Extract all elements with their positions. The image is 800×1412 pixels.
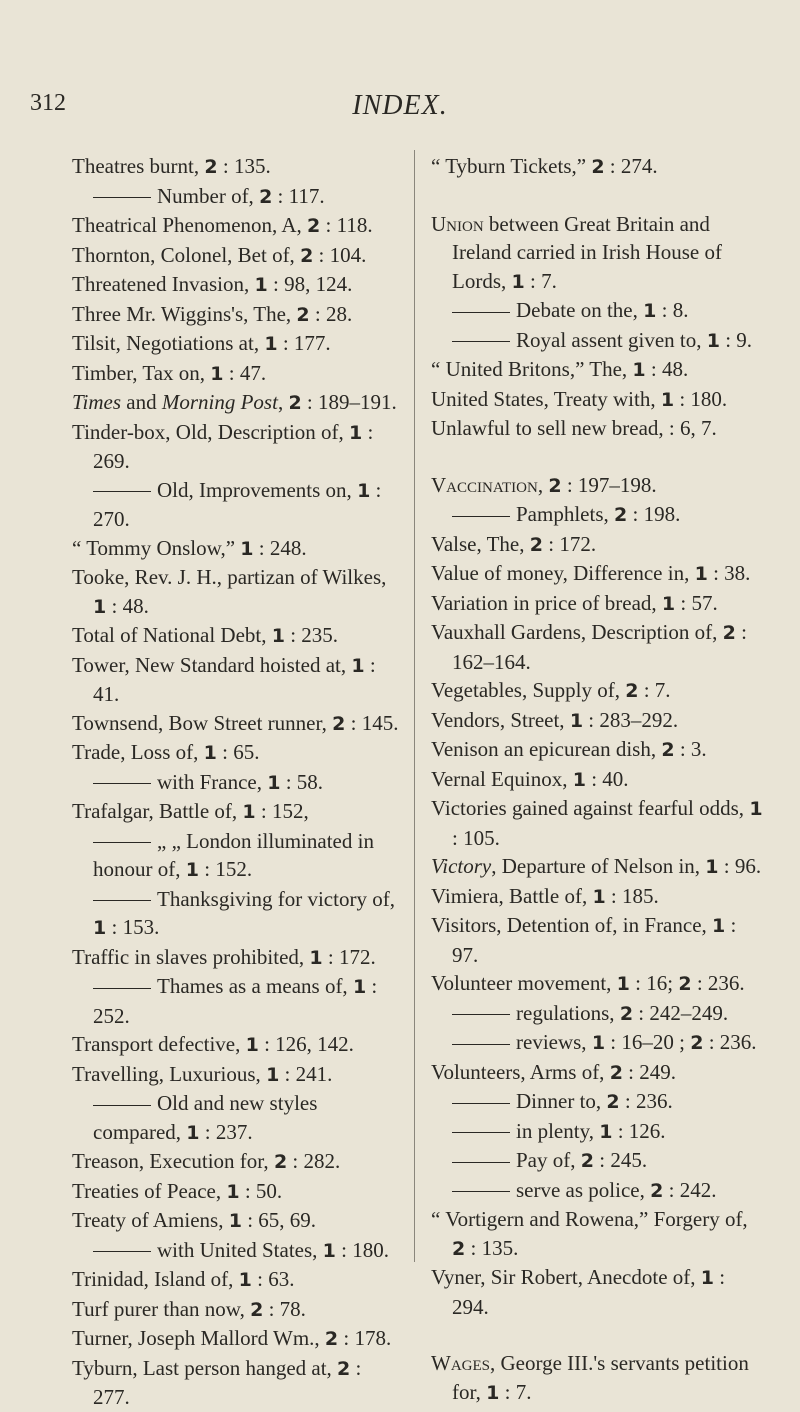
index-entry: in plenty, 1 : 126. bbox=[431, 1117, 765, 1147]
repeat-dash bbox=[93, 900, 151, 901]
index-entry: Trafalgar, Battle of, 1 : 152, bbox=[72, 799, 309, 823]
index-entry: Tower, New Standard hoisted at, 1 : 41. bbox=[72, 652, 376, 706]
index-entry: Turner, Joseph Mallord Wm., 2 : 178. bbox=[72, 1326, 392, 1350]
repeat-dash bbox=[452, 341, 510, 342]
column-divider bbox=[414, 150, 415, 1262]
index-entry: “ Vortigern and Rowena,” Forgery of, 2 : 135. bbox=[431, 1207, 748, 1260]
index-entry: „ „ London illuminated in honour of, 1 : 152. bbox=[93, 828, 374, 881]
repeat-dash bbox=[452, 312, 510, 313]
right-index-column bbox=[431, 152, 765, 1407]
index-entry: Variation in price of bread, 1 : 57. bbox=[431, 590, 718, 615]
index-entry: Traffic in slaves prohibited, 1 : 172. bbox=[72, 944, 376, 969]
repeat-dash bbox=[452, 516, 510, 517]
index-entry: Treaty of Amiens, 1 : 65, 69. bbox=[72, 1208, 317, 1232]
index-entry: Thanksgiving for victory of, 1 : 153. bbox=[93, 886, 395, 939]
index-entry: reviews, 1 : 16–20 ; 2 : 236. bbox=[431, 1028, 765, 1058]
repeat-dash bbox=[93, 988, 151, 989]
index-entry: Tilsit, Negotiations at, 1 : 177. bbox=[72, 331, 331, 355]
repeat-dash bbox=[452, 1103, 510, 1104]
index-entry: Victories gained against fearful odds, 1 : 105. bbox=[431, 796, 763, 850]
index-entry: Threatened Invasion, 1 : 98, 124. bbox=[72, 272, 353, 296]
repeat-dash bbox=[93, 783, 151, 784]
index-entry: Vimiera, Battle of, 1 : 185. bbox=[431, 883, 659, 908]
index-entry: Vendors, Street, 1 : 283–292. bbox=[431, 707, 679, 732]
index-entry: Volunteers, Arms of, 2 : 249. bbox=[431, 1059, 677, 1084]
index-entry: Venison an epicurean dish, 2 : 3. bbox=[431, 737, 707, 761]
index-entry: Vaccination, 2 : 197–198. bbox=[431, 472, 657, 497]
running-title: INDEX. bbox=[352, 90, 448, 121]
repeat-dash bbox=[452, 1162, 510, 1163]
left-index-column bbox=[72, 152, 400, 1412]
index-entry: Thames as a means of, 1 : 252. bbox=[93, 974, 378, 1028]
index-entry: Thornton, Colonel, Bet of, 2 : 104. bbox=[72, 242, 367, 267]
index-entry: regulations, 2 : 242–249. bbox=[431, 999, 765, 1029]
index-entry: Visitors, Detention of, in France, 1 : 97. bbox=[431, 913, 737, 967]
index-entry: Pamphlets, 2 : 198. bbox=[431, 500, 765, 530]
index-entry: with United States, 1 : 180. bbox=[72, 1236, 400, 1266]
index-entry: Three Mr. Wiggins's, The, 2 : 28. bbox=[72, 301, 353, 326]
repeat-dash bbox=[93, 197, 151, 198]
index-entry: Royal assent given to, 1 : 9. bbox=[431, 326, 765, 356]
index-entry: Victory, Departure of Nelson in, 1 : 96. bbox=[431, 854, 762, 878]
index-entry: Tinder-box, Old, Description of, 1 : 269. bbox=[72, 419, 374, 473]
index-entry: Trinidad, Island of, 1 : 63. bbox=[72, 1267, 295, 1291]
repeat-dash bbox=[93, 1105, 151, 1106]
repeat-dash bbox=[452, 1044, 510, 1045]
index-entry: Transport defective, 1 : 126, 142. bbox=[72, 1032, 354, 1056]
index-entry: Turf purer than now, 2 : 78. bbox=[72, 1296, 306, 1321]
index-entry: Treaties of Peace, 1 : 50. bbox=[72, 1178, 283, 1203]
index-entry: Tyburn, Last person hanged at, 2 : 277. bbox=[72, 1355, 362, 1409]
repeat-dash bbox=[452, 1014, 510, 1015]
index-entry: Union between Great Britain and Ireland carried in Irish House of Lords, 1 : 7. bbox=[431, 211, 722, 293]
index-entry: Vyner, Sir Robert, Anecdote of, 1 : 294. bbox=[431, 1265, 726, 1319]
index-entry: Volunteer movement, 1 : 16; 2 : 236. bbox=[431, 971, 745, 995]
index-entry: Treason, Execution for, 2 : 282. bbox=[72, 1149, 341, 1173]
index-entry: serve as police, 2 : 242. bbox=[431, 1176, 765, 1206]
index-entry: Theatrical Phenomenon, A, 2 : 118. bbox=[72, 213, 373, 237]
index-entry: Times and Morning Post, 2 : 189–191. bbox=[72, 390, 397, 414]
index-entry: “ United Britons,” The, 1 : 48. bbox=[431, 357, 689, 381]
index-entry: “ Tommy Onslow,” 1 : 248. bbox=[72, 535, 307, 560]
index-entry: Theatres burnt, 2 : 135. bbox=[72, 154, 271, 178]
index-entry: Vernal Equinox, 1 : 40. bbox=[431, 766, 629, 791]
page-number: 312 bbox=[30, 90, 66, 116]
index-entry: Vauxhall Gardens, Description of, 2 : 162–164. bbox=[431, 620, 747, 674]
index-entry: Total of National Debt, 1 : 235. bbox=[72, 623, 339, 647]
index-entry: Trade, Loss of, 1 : 65. bbox=[72, 740, 260, 764]
repeat-dash bbox=[452, 1191, 510, 1192]
index-entry: Unlawful to sell new bread, : 6, 7. bbox=[431, 416, 717, 440]
repeat-dash bbox=[93, 842, 151, 843]
index-entry: Dinner to, 2 : 236. bbox=[431, 1087, 765, 1117]
index-entry: Wages, George III.'s servants petition for, 1 : 7. bbox=[431, 1351, 749, 1404]
page-header bbox=[0, 90, 800, 130]
index-entry: Old, Improvements on, 1 : 270. bbox=[93, 477, 382, 531]
index-entry: with France, 1 : 58. bbox=[72, 768, 400, 798]
index-entry: Tooke, Rev. J. H., partizan of Wilkes, 1 : 48. bbox=[72, 565, 387, 618]
index-entry: Value of money, Difference in, 1 : 38. bbox=[431, 561, 751, 585]
index-entry: Pay of, 2 : 245. bbox=[431, 1146, 765, 1176]
index-entry: Number of, 2 : 117. bbox=[72, 182, 400, 212]
index-entry: Valse, The, 2 : 172. bbox=[431, 531, 597, 556]
index-entry: Old and new styles compared, 1 : 237. bbox=[93, 1091, 318, 1144]
index-entry: United States, Treaty with, 1 : 180. bbox=[431, 386, 728, 411]
repeat-dash bbox=[93, 1251, 151, 1252]
index-entry: Travelling, Luxurious, 1 : 241. bbox=[72, 1061, 333, 1086]
index-entry: Debate on the, 1 : 8. bbox=[431, 296, 765, 326]
index-entry: Townsend, Bow Street runner, 2 : 145. bbox=[72, 710, 399, 735]
repeat-dash bbox=[452, 1132, 510, 1133]
index-entry: Vegetables, Supply of, 2 : 7. bbox=[431, 678, 671, 702]
repeat-dash bbox=[93, 491, 151, 492]
index-entry: Timber, Tax on, 1 : 47. bbox=[72, 360, 267, 385]
index-entry: “ Tyburn Tickets,” 2 : 274. bbox=[431, 154, 658, 178]
